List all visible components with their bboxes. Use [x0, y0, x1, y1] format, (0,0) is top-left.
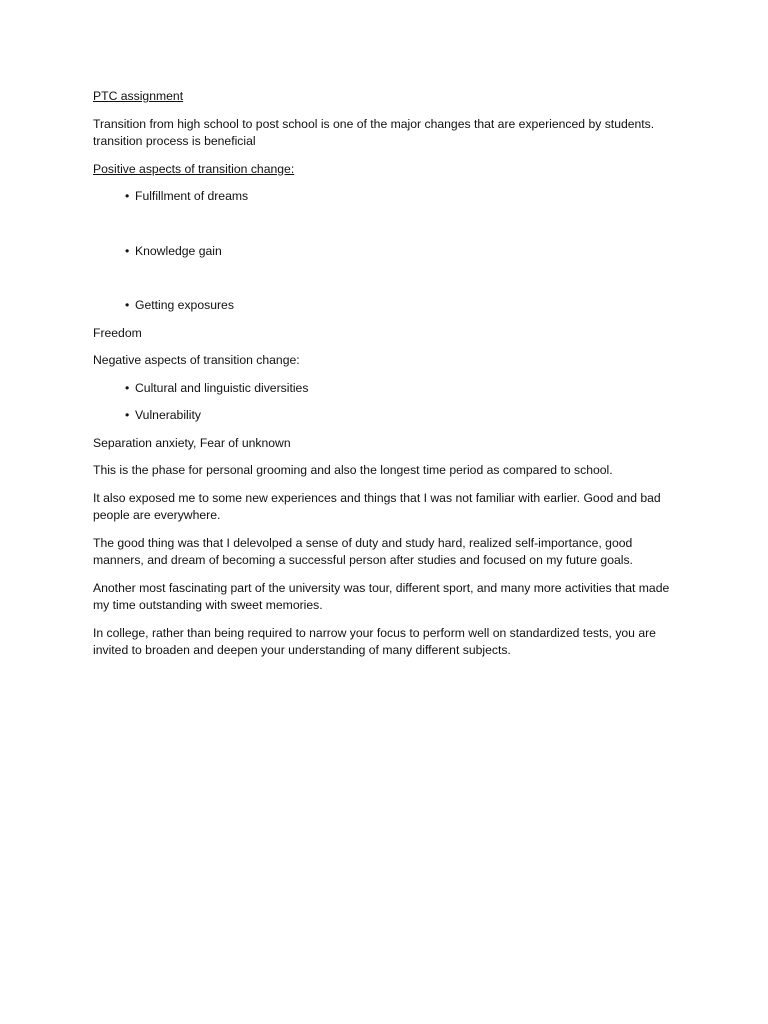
document-title: PTC assignment: [93, 89, 184, 103]
list-item: • Cultural and linguistic diversities: [125, 380, 683, 398]
body-paragraph: This is the phase for personal grooming and also the longest time period as compared to school.: [93, 463, 613, 477]
list-item: • Vulnerability: [125, 407, 683, 425]
body-paragraph: In college, rather than being required to narrow your focus to perform well on standardized tests, you are invited to broaden and deepen your understanding of many different subjects.: [93, 625, 656, 657]
body-paragraph: Another most fascinating part of the university was tour, different sport, and many more activities that made my time outstanding with sweet memories.: [93, 580, 670, 612]
freedom-line: Freedom: [93, 325, 142, 340]
negative-list: [93, 380, 683, 425]
positive-list: [93, 188, 683, 315]
list-item: • Fulfillment of dreams: [125, 188, 683, 206]
list-item: • Knowledge gain: [125, 243, 683, 261]
list-item: • Getting exposures: [125, 297, 683, 315]
body-paragraph: The good thing was that I delevolped a sense of duty and study hard, realized self-importance, good manners, and dream of becoming a successful person after studies and focused on my future goals.: [93, 535, 633, 567]
body-paragraph: It also exposed me to some new experiences and things that I was not familiar with earlier. Good and bad people are everywhere.: [93, 490, 661, 522]
negative-heading: Negative aspects of transition change:: [93, 353, 300, 367]
intro-paragraph: Transition from high school to post school is one of the major changes that are experienced by students. transition process is beneficial: [93, 116, 655, 148]
document-body: [93, 88, 683, 670]
positive-heading: Positive aspects of transition change:: [93, 161, 295, 176]
separation-line: Separation anxiety, Fear of unknown: [93, 435, 291, 450]
